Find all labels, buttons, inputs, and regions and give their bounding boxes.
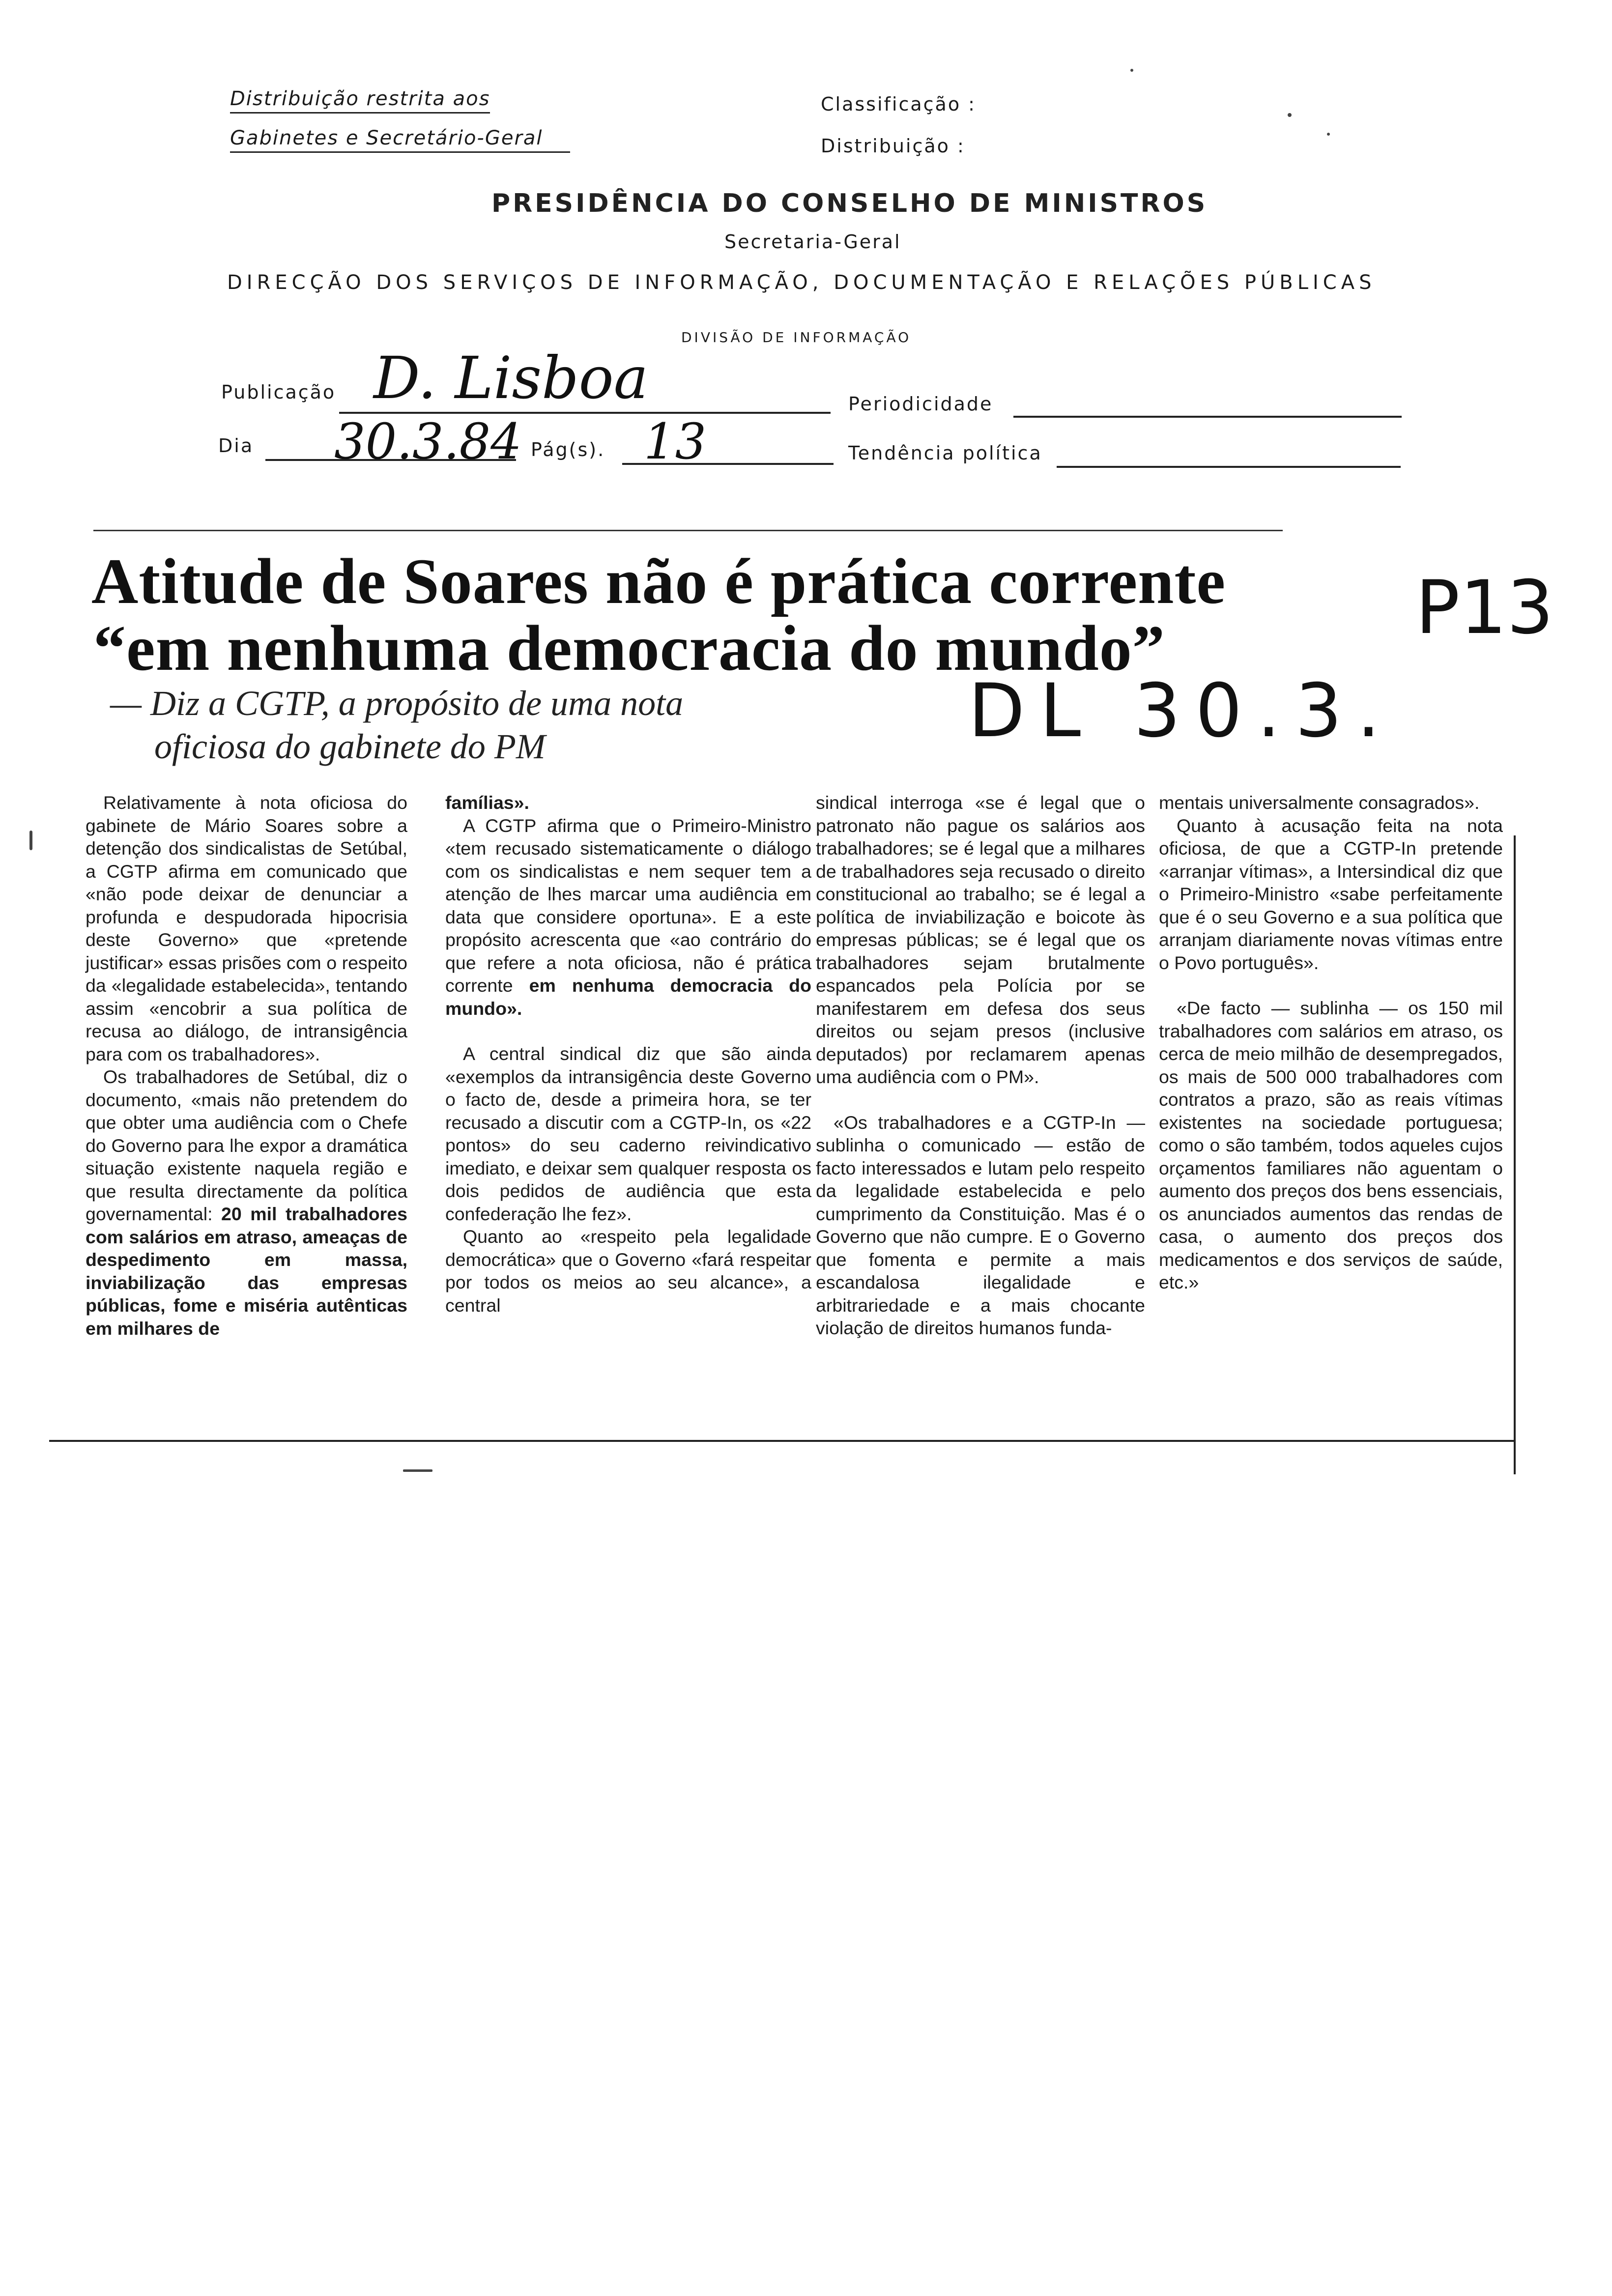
scan-speck — [29, 831, 32, 850]
bold-passage: em nenhuma democracia do mundo». — [445, 975, 811, 1019]
paragraph: sindical interroga «se é legal que o patronato não pague os salários aos trabalhadores; se é legal que a milhares de trabalhadores seja recusado o direito constitucional ao trabalho; se é legal a política de inviabilização e boicote às empresas públicas; se é legal que os trabalhadores sejam brutalmente espancados pela Polícia por se manifestarem em defesa dos seus direitos ou sejam presos (inclusive deputados) por reclamarem apenas uma audiência com o PM». — [816, 792, 1145, 1087]
subheadline-line-2: oficiosa do gabinete do PM — [154, 727, 546, 766]
paragraph: «Os trabalhadores e a CGTP-In — sublinha o comunicado — estão de facto interessados e lutam pelo respeito da legalidade estabelecida e pelo cumprimento da Constituição. Mas é o Governo que não cumpre. E o Governo que fomenta e permite a mais escandalosa ilegalidade e arbitrariedade e a mais chocante violação de direitos humanos funda- — [816, 1112, 1145, 1338]
bold-passage: 20 mil trabalhadores com salários em atraso, ameaças de despedimento em massa, inviabilização das empresas públicas, fome e miséria autênticas em milhares de — [86, 1204, 407, 1339]
clipping-right-edge — [1514, 835, 1516, 1474]
paragraph: «De facto — sublinha — os 150 mil trabalhadores com salários em atraso, os cerca de meio milhão de desempregados, os mais de 500 000 trabalhadores com contratos a prazo, são as reais vítimas existentes na sociedade portuguesa; como o são também, todos aqueles cujos orçamentos familiares não aguentam o aumento dos preços dos bens essenciais, os anunciados aumentos das rendas de casa, o aumento dos preços dos medicamentos e dos serviços de saúde, etc.» — [1159, 998, 1503, 1292]
classificacao-label: Classificação : — [821, 93, 976, 115]
secretaria-geral: Secretaria-Geral — [724, 231, 901, 253]
distribuicao-label: Distribuição : — [821, 135, 965, 157]
handwritten-date-mark: DL 30.3. — [968, 668, 1395, 754]
headline-line-2: “em nenhuma democracia do mundo” — [93, 612, 1165, 684]
dia-handwritten-value: 30.3.84 — [334, 413, 522, 470]
paragraph: A CGTP afirma que o Primeiro-Ministro «tem recusado sistematicamente o diálogo com os sindicalistas e nem sequer tem a atenção de lhes marcar uma audiência em data que considere oportuna». E a este propósito acrescenta que «ao contrário do que refere a nota oficiosa, não é prática corrente — [445, 815, 811, 996]
presidencia-title: PRESIDÊNCIA DO CONSELHO DE MINISTROS — [491, 189, 1208, 218]
scan-speck — [1130, 69, 1133, 72]
headline-line-1: Atitude de Soares não é prática corrente — [91, 545, 1226, 617]
tendencia-field-line — [1057, 466, 1401, 468]
direccao-line: DIRECÇÃO DOS SERVIÇOS DE INFORMAÇÃO, DOCUMENTAÇÃO E RELAÇÕES PÚBLICAS — [227, 271, 1376, 294]
clipping-bottom-edge — [49, 1440, 1514, 1442]
paragraph: Quanto ao «respeito pela legalidade democrática» que o Governo «fará respeitar por todos os meios ao seu alcance», a central — [445, 1226, 811, 1316]
article-column-4 — [1159, 791, 1503, 1294]
publicacao-label: Publicação — [221, 381, 336, 403]
handwritten-page-mark: P13 — [1415, 565, 1554, 651]
distribution-line-1: Distribuição restrita aos — [230, 87, 490, 114]
paragraph: mentais universalmente consagrados». — [1159, 792, 1480, 813]
paragraph: Quanto à acusação feita na nota oficiosa, de que a CGTP-In pretende «arranjar vítimas», a Intersindical diz que o Primeiro-Ministro «sabe perfeitamente que é o seu Governo e a sua política que arranjam diariamente novas vítimas entre o Povo português». — [1159, 815, 1503, 973]
pags-label: Pág(s). — [531, 439, 605, 460]
periodicidade-field-line — [1013, 416, 1402, 418]
paragraph: Relativamente à nota oficiosa do gabinete de Mário Soares sobre a detenção dos sindicalistas de Setúbal, a CGTP afirma em comunicado que «não pode deixar de denunciar a profunda e despudorada hipocrisia deste Governo» que «pretende justificar» essas prisões com o respeito da «legalidade estabelecida», tentando assim «encobrir a sua política de recusa ao diálogo, de intransigência para com os trabalhadores». — [86, 792, 407, 1064]
distribution-line-2: Gabinetes e Secretário-Geral — [230, 127, 570, 153]
scan-speck — [403, 1469, 432, 1472]
clipping-top-edge — [93, 530, 1283, 531]
tendencia-label: Tendência política — [848, 442, 1042, 464]
divisao-informacao: DIVISÃO DE INFORMAÇÃO — [681, 329, 912, 345]
article-column-3 — [816, 791, 1145, 1340]
article-column-1 — [86, 791, 407, 1340]
bold-passage: famílias». — [445, 792, 529, 813]
periodicidade-label: Periodicidade — [848, 393, 993, 415]
pags-handwritten-value: 13 — [644, 413, 707, 470]
subheadline-line-1: — Diz a CGTP, a propósito de uma nota — [110, 684, 684, 723]
dia-label: Dia — [218, 435, 254, 457]
paragraph: Os trabalhadores de Setúbal, diz o documento, «mais não pretendem do que obter uma audiência com o Chefe do Governo para lhe expor a dramática situação existente naquela região e que resulta directamente da política governamental: — [86, 1066, 407, 1224]
scan-speck — [1327, 133, 1330, 136]
scan-speck — [1288, 113, 1292, 117]
article-column-2 — [445, 791, 811, 1317]
publicacao-handwritten-value: D. Lisboa — [374, 344, 649, 412]
paragraph: A central sindical diz que são ainda «exemplos da intransigência deste Governo o facto de, desde a primeira hora, se ter recusado a discutir com a CGTP-In, os «22 pontos» do seu caderno reivindicativo imediato, e deixar sem qualquer resposta os dois pedidos de audiência que esta confederação lhe fez». — [445, 1043, 811, 1224]
